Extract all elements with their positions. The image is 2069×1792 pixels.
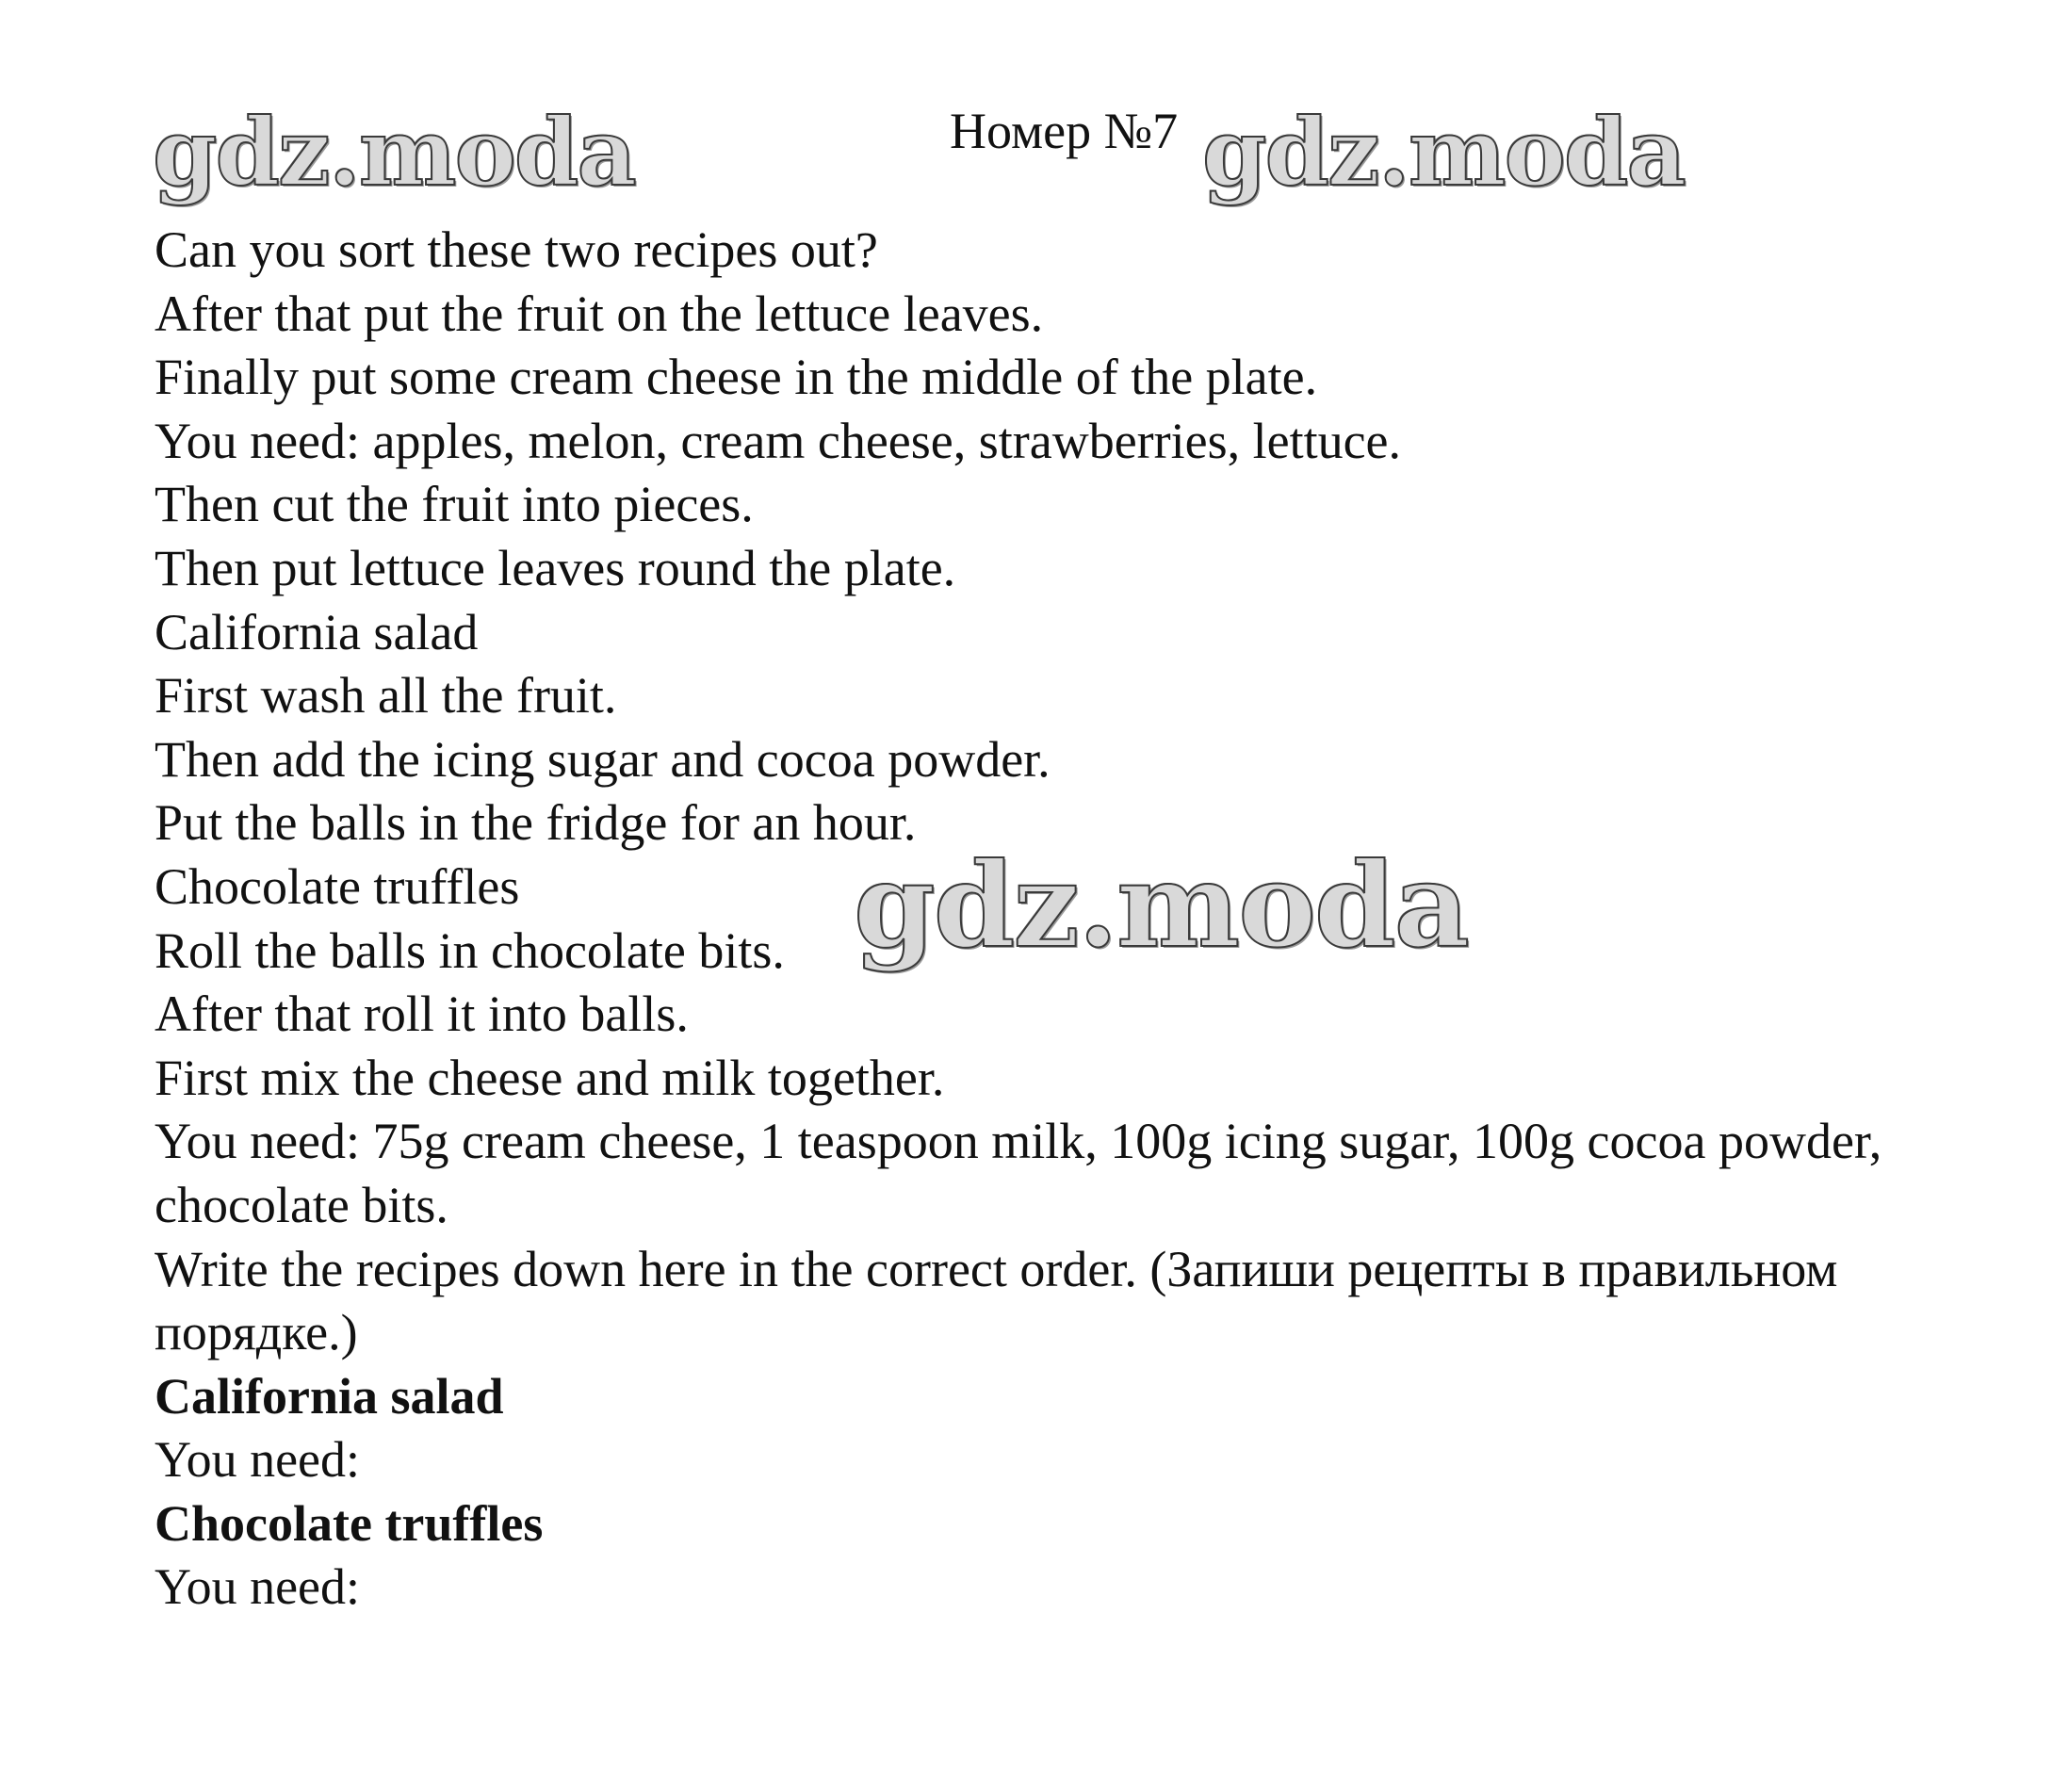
recipe-line: Then cut the fruit into pieces. (155, 476, 754, 533)
recipe-line: Chocolate truffles (155, 857, 520, 915)
watermark-logo: gdz.moda (854, 838, 1468, 974)
recipe-line: First mix the cheese and milk together. (155, 1049, 945, 1106)
task-instruction: Write the recipes down here in the correct order. (Запиши рецепты в правильном порядке.) (155, 1240, 1838, 1361)
answer-you-need: You need: (155, 1431, 361, 1489)
recipe-line: After that put the fruit on the lettuce leaves. (155, 285, 1044, 342)
recipe-line: Roll the balls in chocolate bits. (155, 921, 785, 979)
answer-recipe-title: California salad (155, 1367, 504, 1425)
recipe-line: Finally put some cream cheese in the middle of the plate. (155, 349, 1318, 406)
recipe-line: After that roll it into balls. (155, 986, 689, 1043)
recipe-line: California salad (155, 603, 479, 660)
recipe-line: First wash all the fruit. (155, 667, 617, 725)
watermark-logo: gdz.moda (1202, 99, 1685, 207)
answer-you-need: You need: (155, 1558, 361, 1616)
watermark-logo: gdz.moda (153, 99, 635, 207)
task-question: Can you sort these two recipes out? (155, 221, 878, 278)
exercise-number: Номер №7 (950, 103, 1179, 159)
recipe-line: Then add the icing sugar and cocoa powder. (155, 730, 1051, 788)
answer-recipe-title: Chocolate truffles (155, 1494, 544, 1552)
recipe-line: You need: apples, melon, cream cheese, strawberries, lettuce. (155, 412, 1402, 469)
recipe-line: You need: 75g cream cheese, 1 teaspoon milk, 100g icing sugar, 100g cocoa powder, chocolate bits. (155, 1113, 1882, 1233)
recipe-line: Put the balls in the fridge for an hour. (155, 794, 917, 852)
recipe-line: Then put lettuce leaves round the plate. (155, 539, 956, 596)
